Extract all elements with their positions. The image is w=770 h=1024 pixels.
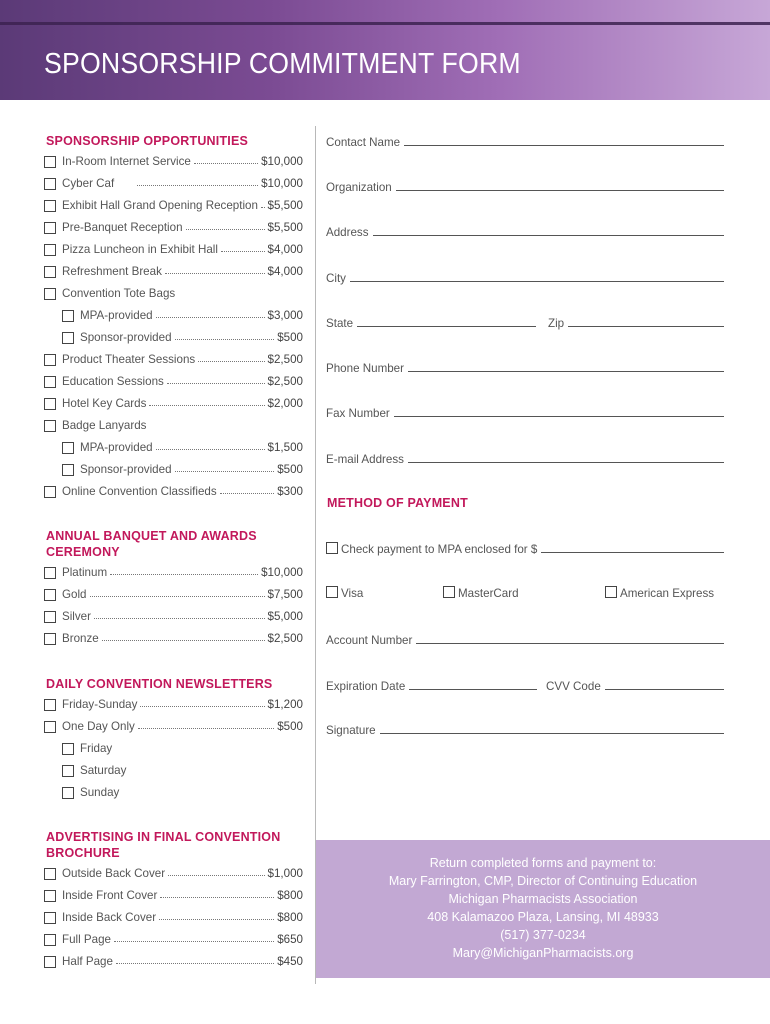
signature-field[interactable]: Signature (326, 721, 724, 737)
mastercard-checkbox[interactable] (443, 586, 455, 598)
return-phone: (517) 377-0234 (500, 928, 586, 942)
option-day-friday[interactable]: Friday (62, 742, 222, 758)
option-online-classifieds[interactable]: Online Convention Classifieds $300 (44, 485, 303, 501)
checkbox[interactable] (44, 222, 56, 234)
checkbox[interactable] (62, 310, 74, 322)
option-gold[interactable]: Gold $7,500 (44, 588, 303, 604)
checkbox[interactable] (44, 178, 56, 190)
expiration-date-field[interactable]: Expiration Date (326, 677, 537, 693)
visa-checkbox[interactable] (326, 586, 338, 598)
checkbox[interactable] (62, 442, 74, 454)
heading-banquet-line2: CEREMONY (46, 545, 120, 559)
option-half-page[interactable]: Half Page $450 (44, 955, 303, 971)
contact-name-field[interactable]: Contact Name (326, 133, 724, 149)
option-tote-sponsor-provided[interactable]: Sponsor-provided $500 (62, 331, 303, 347)
mastercard-option[interactable]: MasterCard (443, 586, 519, 600)
checkbox[interactable] (44, 956, 56, 968)
check-payment-checkbox[interactable] (326, 542, 338, 554)
heading-advertising (46, 829, 280, 861)
check-payment-field[interactable]: Check payment to MPA enclosed for $ (326, 540, 724, 556)
return-organization: Michigan Pharmacists Association (448, 892, 638, 906)
checkbox[interactable] (44, 611, 56, 623)
phone-field[interactable]: Phone Number (326, 359, 724, 375)
checkbox[interactable] (44, 200, 56, 212)
option-full-page[interactable]: Full Page $650 (44, 933, 303, 949)
checkbox[interactable] (44, 288, 56, 300)
checkbox[interactable] (44, 589, 56, 601)
heading-advertising-line1: ADVERTISING IN FINAL CONVENTION (46, 830, 281, 844)
checkbox[interactable] (44, 244, 56, 256)
option-day-sunday[interactable]: Sunday (62, 786, 222, 802)
checkbox[interactable] (44, 266, 56, 278)
return-info-box (316, 840, 770, 978)
option-outside-back-cover[interactable]: Outside Back Cover $1,000 (44, 867, 303, 883)
city-field[interactable]: City (326, 269, 724, 285)
option-exhibit-hall-reception[interactable]: Exhibit Hall Grand Opening Reception $5,500 (44, 199, 303, 215)
checkbox[interactable] (44, 934, 56, 946)
checkbox[interactable] (62, 464, 74, 476)
option-pre-banquet-reception[interactable]: Pre-Banquet Reception $5,500 (44, 221, 303, 237)
option-inside-back-cover[interactable]: Inside Back Cover $800 (44, 911, 303, 927)
option-in-room-internet[interactable]: In-Room Internet Service $10,000 (44, 155, 303, 171)
checkbox[interactable] (44, 567, 56, 579)
checkbox[interactable] (44, 633, 56, 645)
checkbox[interactable] (44, 398, 56, 410)
option-friday-sunday[interactable]: Friday-Sunday $1,200 (44, 698, 303, 714)
header-rule (0, 22, 770, 25)
email-field[interactable]: E-mail Address (326, 450, 724, 466)
checkbox[interactable] (44, 890, 56, 902)
option-inside-front-cover[interactable]: Inside Front Cover $800 (44, 889, 303, 905)
option-one-day-only[interactable]: One Day Only $500 (44, 720, 303, 736)
option-refreshment-break[interactable]: Refreshment Break $4,000 (44, 265, 303, 281)
option-tote-mpa-provided[interactable]: MPA-provided $3,000 (62, 309, 303, 325)
checkbox[interactable] (44, 912, 56, 924)
checkbox[interactable] (44, 486, 56, 498)
account-number-field[interactable]: Account Number (326, 631, 724, 647)
checkbox[interactable] (62, 743, 74, 755)
heading-newsletters: DAILY CONVENTION NEWSLETTERS (46, 677, 273, 691)
option-day-saturday[interactable]: Saturday (62, 764, 222, 780)
amex-checkbox[interactable] (605, 586, 617, 598)
return-email: Mary@MichiganPharmacists.org (452, 946, 634, 960)
checkbox[interactable] (62, 787, 74, 799)
option-education-sessions[interactable]: Education Sessions $2,500 (44, 375, 303, 391)
option-lanyard-sponsor-provided[interactable]: Sponsor-provided $500 (62, 463, 303, 479)
address-field[interactable]: Address (326, 223, 724, 239)
heading-banquet-line1: ANNUAL BANQUET AND AWARDS (46, 529, 257, 543)
page-title: SPONSORSHIP COMMITMENT FORM (44, 48, 521, 80)
return-contact-name: Mary Farrington, CMP, Director of Continuing Education (388, 874, 698, 888)
visa-option[interactable]: Visa (326, 586, 363, 600)
zip-field[interactable]: Zip (548, 314, 724, 330)
option-cyber-cafe[interactable]: Cyber Caf $10,000 (44, 177, 303, 193)
heading-banquet (46, 528, 257, 560)
organization-field[interactable]: Organization (326, 178, 724, 194)
option-badge-lanyards[interactable]: Badge Lanyards (44, 419, 303, 435)
fax-field[interactable]: Fax Number (326, 404, 724, 420)
checkbox[interactable] (44, 376, 56, 388)
heading-sponsorship-opportunities: SPONSORSHIP OPPORTUNITIES (46, 134, 249, 148)
checkbox[interactable] (62, 765, 74, 777)
heading-method-of-payment: METHOD OF PAYMENT (327, 496, 468, 510)
option-silver[interactable]: Silver $5,000 (44, 610, 303, 626)
checkbox[interactable] (44, 420, 56, 432)
checkbox[interactable] (62, 332, 74, 344)
heading-advertising-line2: BROCHURE (46, 846, 120, 860)
cvv-code-field[interactable]: CVV Code (546, 677, 724, 693)
option-lanyard-mpa-provided[interactable]: MPA-provided $1,500 (62, 441, 303, 457)
checkbox[interactable] (44, 721, 56, 733)
option-platinum[interactable]: Platinum $10,000 (44, 566, 303, 582)
checkbox[interactable] (44, 354, 56, 366)
option-pizza-luncheon[interactable]: Pizza Luncheon in Exhibit Hall $4,000 (44, 243, 303, 259)
checkbox[interactable] (44, 868, 56, 880)
checkbox[interactable] (44, 156, 56, 168)
return-instruction: Return completed forms and payment to: (429, 856, 657, 870)
amex-option[interactable]: American Express (605, 586, 714, 600)
state-field[interactable]: State (326, 314, 536, 330)
option-tote-bags[interactable]: Convention Tote Bags (44, 287, 303, 303)
option-product-theater[interactable]: Product Theater Sessions $2,500 (44, 353, 303, 369)
option-hotel-key-cards[interactable]: Hotel Key Cards $2,000 (44, 397, 303, 413)
checkbox[interactable] (44, 699, 56, 711)
option-bronze[interactable]: Bronze $2,500 (44, 632, 303, 648)
return-address: 408 Kalamazoo Plaza, Lansing, MI 48933 (427, 910, 659, 924)
